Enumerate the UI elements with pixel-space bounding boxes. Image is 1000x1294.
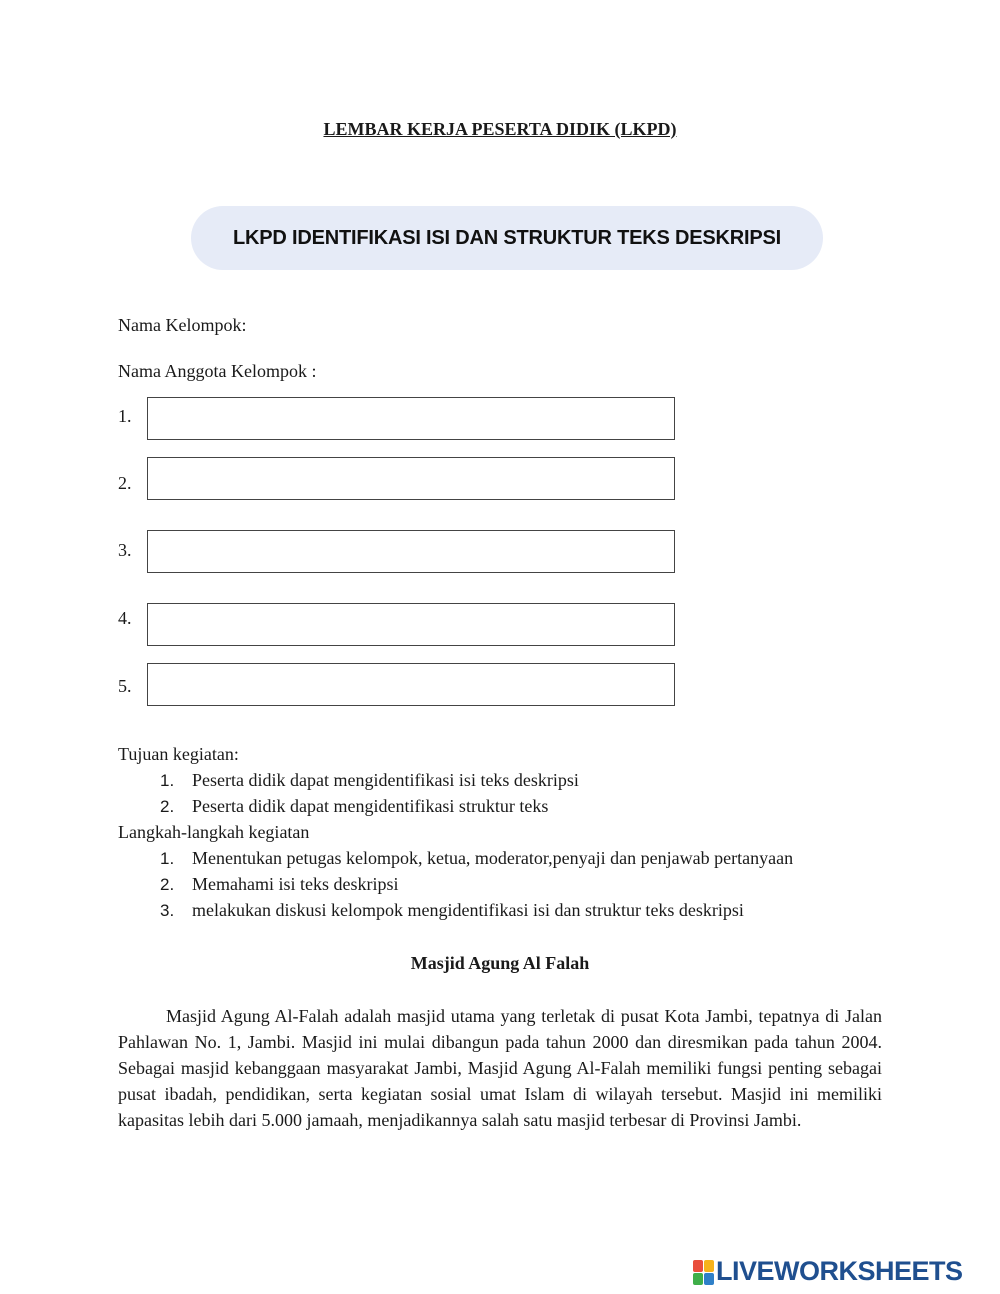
logo-text: LIVEWORKSHEETS [716, 1256, 963, 1286]
reading-paragraph: Masjid Agung Al-Falah adalah masjid utama yang terletak di pusat Kota Jambi, tepatnya di Jalan Pahlawan No. 1, Jambi. Masjid ini mulai dibangun pada tahun 2000 dan diresmikan pada tahun 2004. Sebagai masjid kebanggaan masyarakat Jambi, Masjid Agung Al-Falah memiliki fungsi penting sebagai pusat ibadah, pendidikan, serta kegiatan sosial umat Islam di wilayah tersebut. Masjid ini memiliki kapasitas lebih dari 5.000 jamaah, menjadikannya salah satu masjid terbesar di Provinsi Jambi. [118, 1006, 882, 1130]
member-input-5[interactable] [147, 663, 675, 706]
banner-title: LKPD IDENTIFIKASI ISI DAN STRUKTUR TEKS DESKRIPSI [232, 226, 781, 249]
title-banner [191, 206, 823, 270]
list-marker: 1. [160, 849, 175, 868]
member-number-2: 2. [118, 473, 132, 493]
step-item [160, 900, 744, 921]
member-input-2[interactable] [147, 457, 675, 500]
list-marker: 1. [160, 771, 175, 790]
step-item [160, 874, 398, 895]
member-input-4[interactable] [147, 603, 675, 646]
steps-heading: Langkah-langkah kegiatan [118, 822, 310, 842]
list-marker: 2. [160, 797, 175, 816]
goal-text: Peserta didik dapat mengidentifikasi struktur teks [192, 796, 549, 816]
member-input-1[interactable] [147, 397, 675, 440]
step-text: Memahami isi teks deskripsi [192, 874, 399, 894]
step-item [160, 848, 793, 869]
liveworksheets-logo [693, 1256, 963, 1287]
goals-heading: Tujuan kegiatan: [118, 744, 239, 764]
members-label: Nama Anggota Kelompok : [118, 361, 317, 381]
member-number-4: 4. [118, 608, 132, 628]
member-input-3[interactable] [147, 530, 675, 573]
member-number-1: 1. [118, 406, 132, 426]
goal-text: Peserta didik dapat mengidentifikasi isi teks deskripsi [192, 770, 579, 790]
list-marker: 2. [160, 875, 175, 894]
list-marker: 3. [160, 901, 175, 920]
reading-title: Masjid Agung Al Falah [410, 953, 590, 973]
step-text: Menentukan petugas kelompok, ketua, moderator,penyaji dan penjawab pertanyaan [192, 848, 794, 868]
goal-item [160, 796, 548, 817]
document-title: LEMBAR KERJA PESERTA DIDIK (LKPD) [323, 119, 677, 139]
member-number-3: 3. [118, 540, 132, 560]
member-number-5: 5. [118, 676, 132, 696]
step-text: melakukan diskusi kelompok mengidentifikasi isi dan struktur teks deskripsi [192, 900, 744, 920]
logo-icon [693, 1260, 713, 1284]
goal-item [160, 770, 579, 791]
group-name-label: Nama Kelompok: [118, 315, 247, 335]
